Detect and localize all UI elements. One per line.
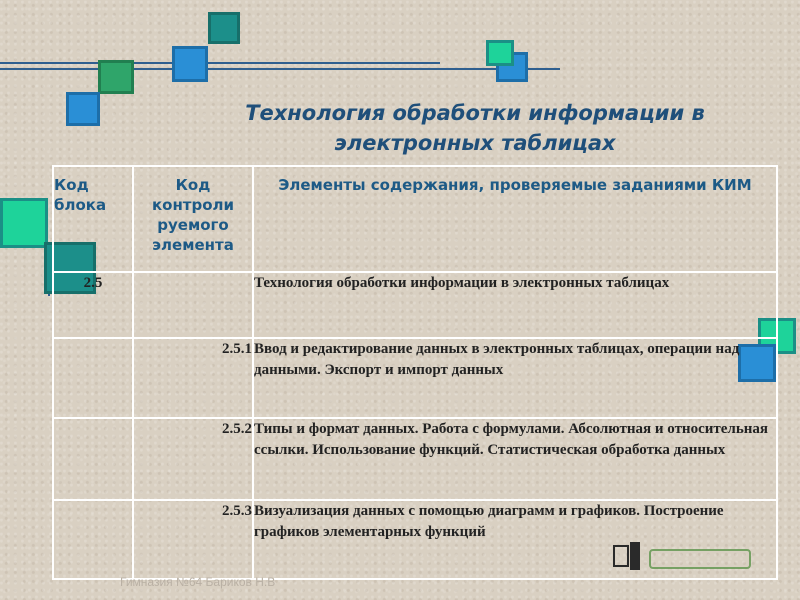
header-element-code: Код контроли руемого элемента <box>133 166 253 272</box>
content-table <box>52 165 778 580</box>
footer-text: Гимназия №64 Бариков Н.В <box>120 575 276 589</box>
decor-square <box>66 92 100 126</box>
cell-content: Типы и формат данных. Работа с формулами. Абсолютная и относительная ссылки. Использование функций. Статистическая обработка данных <box>253 418 777 500</box>
cell-element-code: 2.5.2 <box>133 418 253 500</box>
cell-block-code <box>53 500 133 579</box>
cell-content: Ввод и редактирование данных в электронных таблицах, операции над данными. Экспорт и импорт данных <box>253 338 777 418</box>
table-row <box>53 338 777 418</box>
cell-content: Технология обработки информации в электронных таблицах <box>253 272 777 338</box>
header-content: Элементы содержания, проверяемые заданиями КИМ <box>253 166 777 272</box>
cell-block-code <box>53 418 133 500</box>
decor-square <box>98 60 134 94</box>
table-row <box>53 272 777 338</box>
decor-square <box>486 40 514 66</box>
title-line-1: Технология обработки информации в <box>245 101 705 125</box>
table-header-row <box>53 166 777 272</box>
decor-square <box>0 198 48 248</box>
slide-title <box>180 98 770 158</box>
header-block-code: Код блока <box>53 166 133 272</box>
decor-square <box>172 46 208 82</box>
cell-content: Визуализация данных с помощью диаграмм и графиков. Построение графиков элементарных функций <box>253 500 777 579</box>
cell-block-code: 2.5 <box>53 272 133 338</box>
cell-block-code <box>53 338 133 418</box>
office-logo-icon <box>612 540 762 574</box>
decor-line-top <box>0 62 440 64</box>
decor-line-top-2 <box>0 68 560 70</box>
table-row <box>53 418 777 500</box>
cell-element-code: 2.5.1 <box>133 338 253 418</box>
decor-square <box>208 12 240 44</box>
cell-element-code <box>133 272 253 338</box>
cell-element-code: 2.5.3 <box>133 500 253 579</box>
title-line-2: электронных таблицах <box>334 131 616 155</box>
